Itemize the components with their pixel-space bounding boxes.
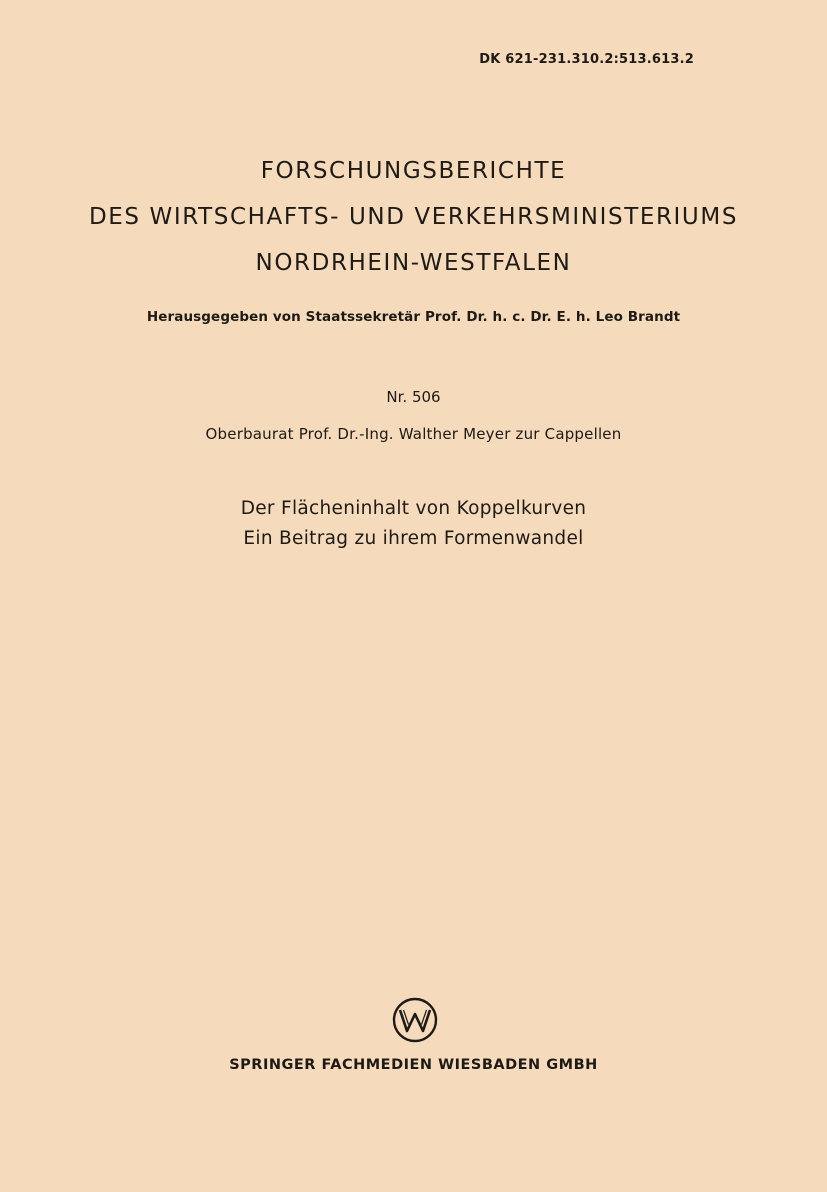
editor-line: Herausgegeben von Staatssekretär Prof. Dr. h. c. Dr. E. h. Leo Brandt: [146, 309, 681, 325]
springer-w-logo-icon: [392, 997, 438, 1043]
series-title-line-2: DES WIRTSCHAFTS- UND VERKEHRSMINISTERIUMS: [88, 204, 739, 230]
series-title-line-3: NORDRHEIN-WESTFALEN: [255, 250, 572, 276]
book-title: [0, 494, 827, 554]
series-title: [0, 148, 827, 286]
publisher: SPRINGER FACHMEDIEN WIESBADEN GMBH: [229, 1057, 598, 1073]
series-title-line-1: FORSCHUNGSBERICHTE: [260, 158, 567, 184]
volume-number: Nr. 506: [386, 388, 441, 406]
author: Oberbaurat Prof. Dr.-Ing. Walther Meyer zur Cappellen: [205, 425, 622, 443]
book-title-line-2: Ein Beitrag zu ihrem Formenwandel: [243, 528, 584, 549]
book-title-line-1: Der Flächeninhalt von Koppelkurven: [240, 498, 587, 519]
classification-number: DK 621-231.310.2:513.613.2: [479, 52, 694, 67]
